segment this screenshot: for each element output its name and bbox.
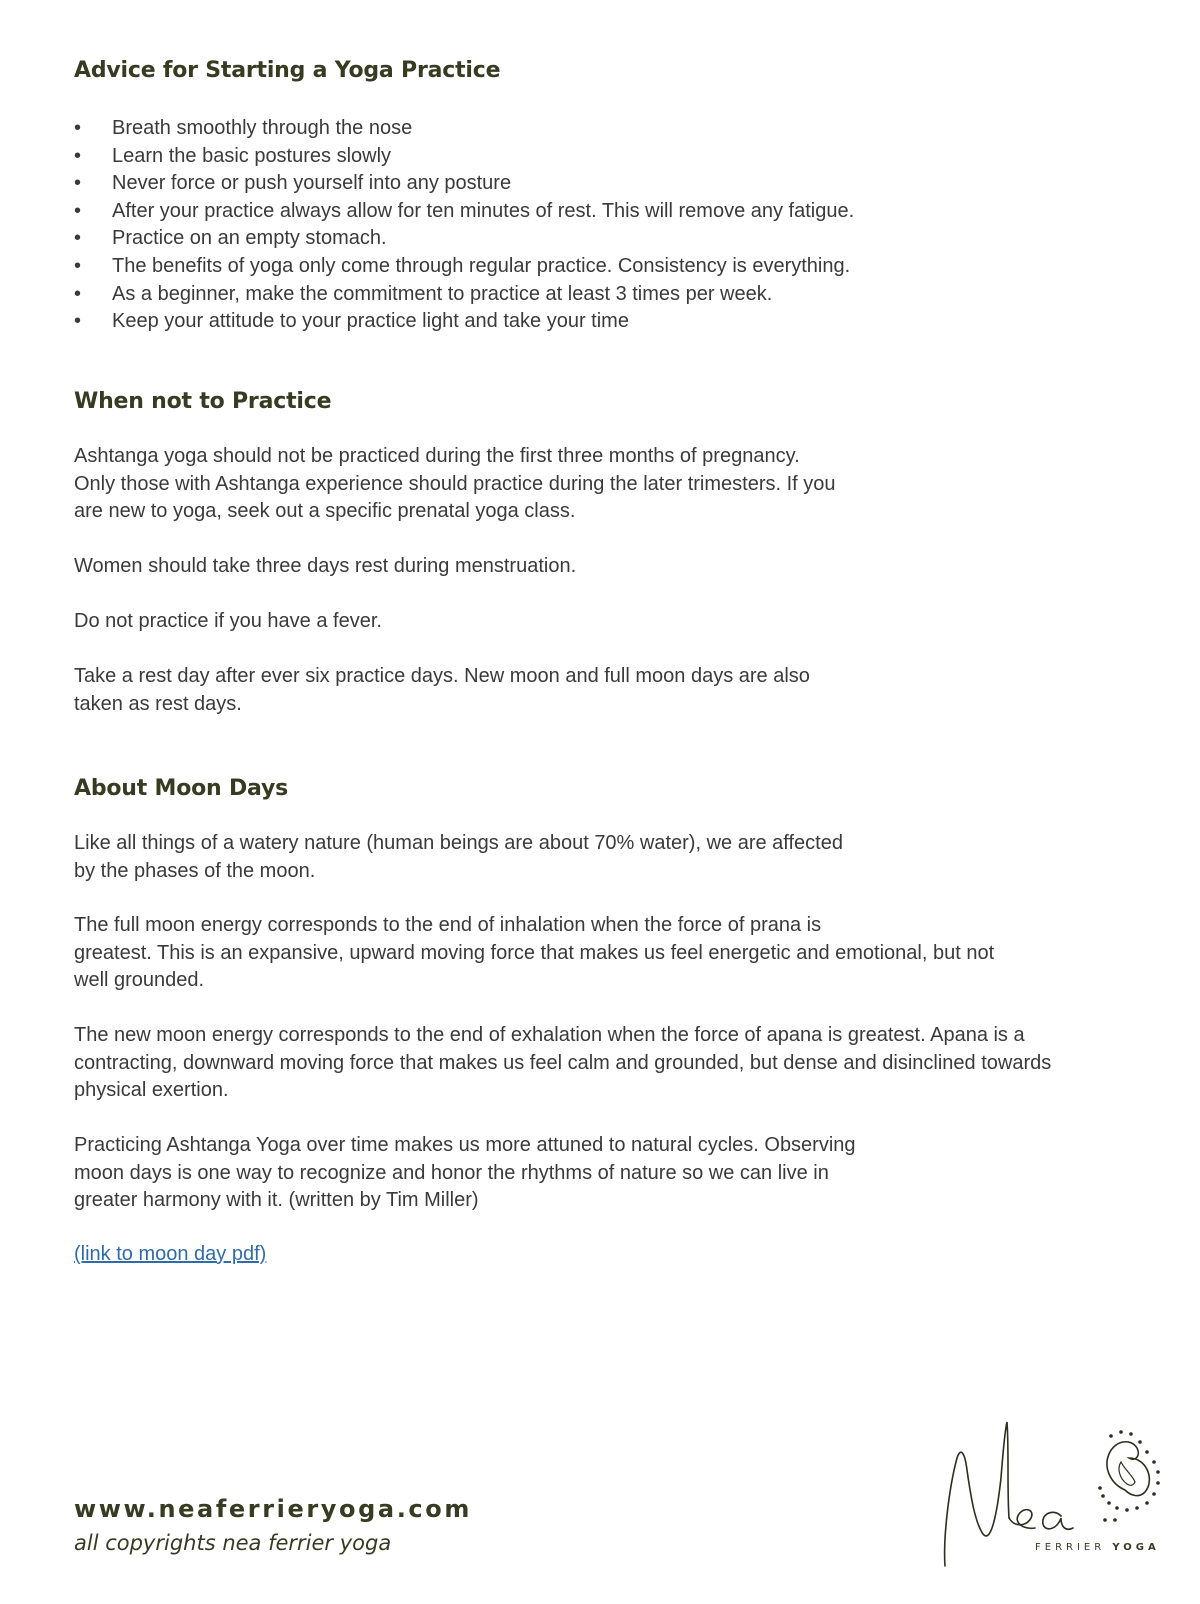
list-item: • Never force or push yourself into any posture (74, 170, 1074, 198)
paragraph-line: Take a rest day after ever six practice days. New moon and full moon days are also (74, 665, 810, 687)
watery-nature-paragraph (74, 830, 1114, 885)
paragraph-line: The new moon energy corresponds to the end of exhalation when the force of apana is greatest. Apana is a (74, 1024, 1025, 1046)
list-item: • As a beginner, make the commitment to practice at least 3 times per week. (74, 281, 1074, 309)
bullet-icon: • (74, 144, 82, 167)
paragraph-line: The full moon energy corresponds to the end of inhalation when the force of prana is (74, 914, 822, 936)
paragraph-line: physical exertion. (74, 1079, 229, 1102)
paragraph-line: moon days is one way to recognize and honor the rhythms of nature so we can live in (74, 1161, 829, 1184)
paragraph-line: Women should take three days rest during menstruation. (74, 555, 577, 577)
pregnancy-paragraph (74, 443, 1114, 526)
moon-day-link-wrap (74, 1243, 1114, 1266)
paragraph-line: are new to yoga, seek out a specific prenatal yoga class. (74, 500, 576, 523)
paragraph-line: well grounded. (74, 969, 205, 992)
natural-cycles-paragraph (74, 1132, 1114, 1215)
bullet-icon: • (74, 172, 82, 195)
list-item: • Practice on an empty stomach. (74, 225, 1074, 253)
bullet-icon: • (74, 227, 82, 250)
paragraph-line: contracting, downward moving force that makes us feel calm and grounded, but dense and disinclined towards (74, 1051, 1052, 1074)
paragraph-line: by the phases of the moon. (74, 859, 316, 882)
paragraph-line: taken as rest days. (74, 692, 242, 715)
rest-day-paragraph (74, 663, 1114, 718)
paragraph-line: Only those with Ashtanga experience should practice during the later trimesters. If you (74, 472, 836, 495)
paragraph-line: Do not practice if you have a fever. (74, 610, 382, 632)
list-item: • The benefits of yoga only come through regular practice. Consistency is everything. (74, 253, 1074, 281)
bullet-icon: • (74, 282, 82, 305)
list-item: • After your practice always allow for ten minutes of rest. This will remove any fatigue. (74, 198, 1074, 226)
bullet-icon: • (74, 310, 82, 333)
bullet-icon: • (74, 117, 82, 139)
logo-subtitle (1035, 1542, 1160, 1553)
paisley-icon (1098, 1430, 1160, 1522)
bullet-icon: • (74, 199, 82, 222)
footer-copyright: all copyrights nea ferrier yoga (74, 1531, 392, 1555)
section-title-moon-days: About Moon Days (74, 776, 289, 801)
list-item: • Keep your attitude to your practice light and take your time (74, 308, 1074, 336)
paragraph-line: greatest. This is an expansive, upward moving force that makes us feel energetic and emotional, but not (74, 941, 995, 964)
new-moon-paragraph (74, 1022, 1114, 1105)
bullet-icon: • (74, 254, 82, 277)
footer-website: www.neaferrieryoga.com (74, 1495, 472, 1523)
paragraph-line: greater harmony with it. (written by Tim Miller) (74, 1189, 479, 1212)
section-title-when-not: When not to Practice (74, 389, 332, 414)
advice-list (74, 115, 1074, 336)
full-moon-paragraph (74, 912, 1114, 995)
moon-day-pdf-link[interactable]: (link to moon day pdf) (74, 1243, 267, 1265)
paragraph-line: Like all things of a watery nature (human beings are about 70% water), we are affected (74, 832, 843, 854)
paragraph-line: Ashtanga yoga should not be practiced during the first three months of pregnancy. (74, 445, 800, 467)
menstruation-paragraph (74, 553, 1114, 581)
section-title-advice: Advice for Starting a Yoga Practice (74, 58, 501, 83)
logo-sub-light: FERRIER (1035, 1542, 1106, 1553)
list-item: • Breath smoothly through the nose (74, 115, 1074, 143)
list-item: • Learn the basic postures slowly (74, 143, 1074, 171)
logo-sub-bold: YOGA (1112, 1542, 1160, 1553)
fever-paragraph (74, 608, 1114, 636)
paragraph-line: Practicing Ashtanga Yoga over time makes us more attuned to natural cycles. Observing (74, 1134, 856, 1156)
